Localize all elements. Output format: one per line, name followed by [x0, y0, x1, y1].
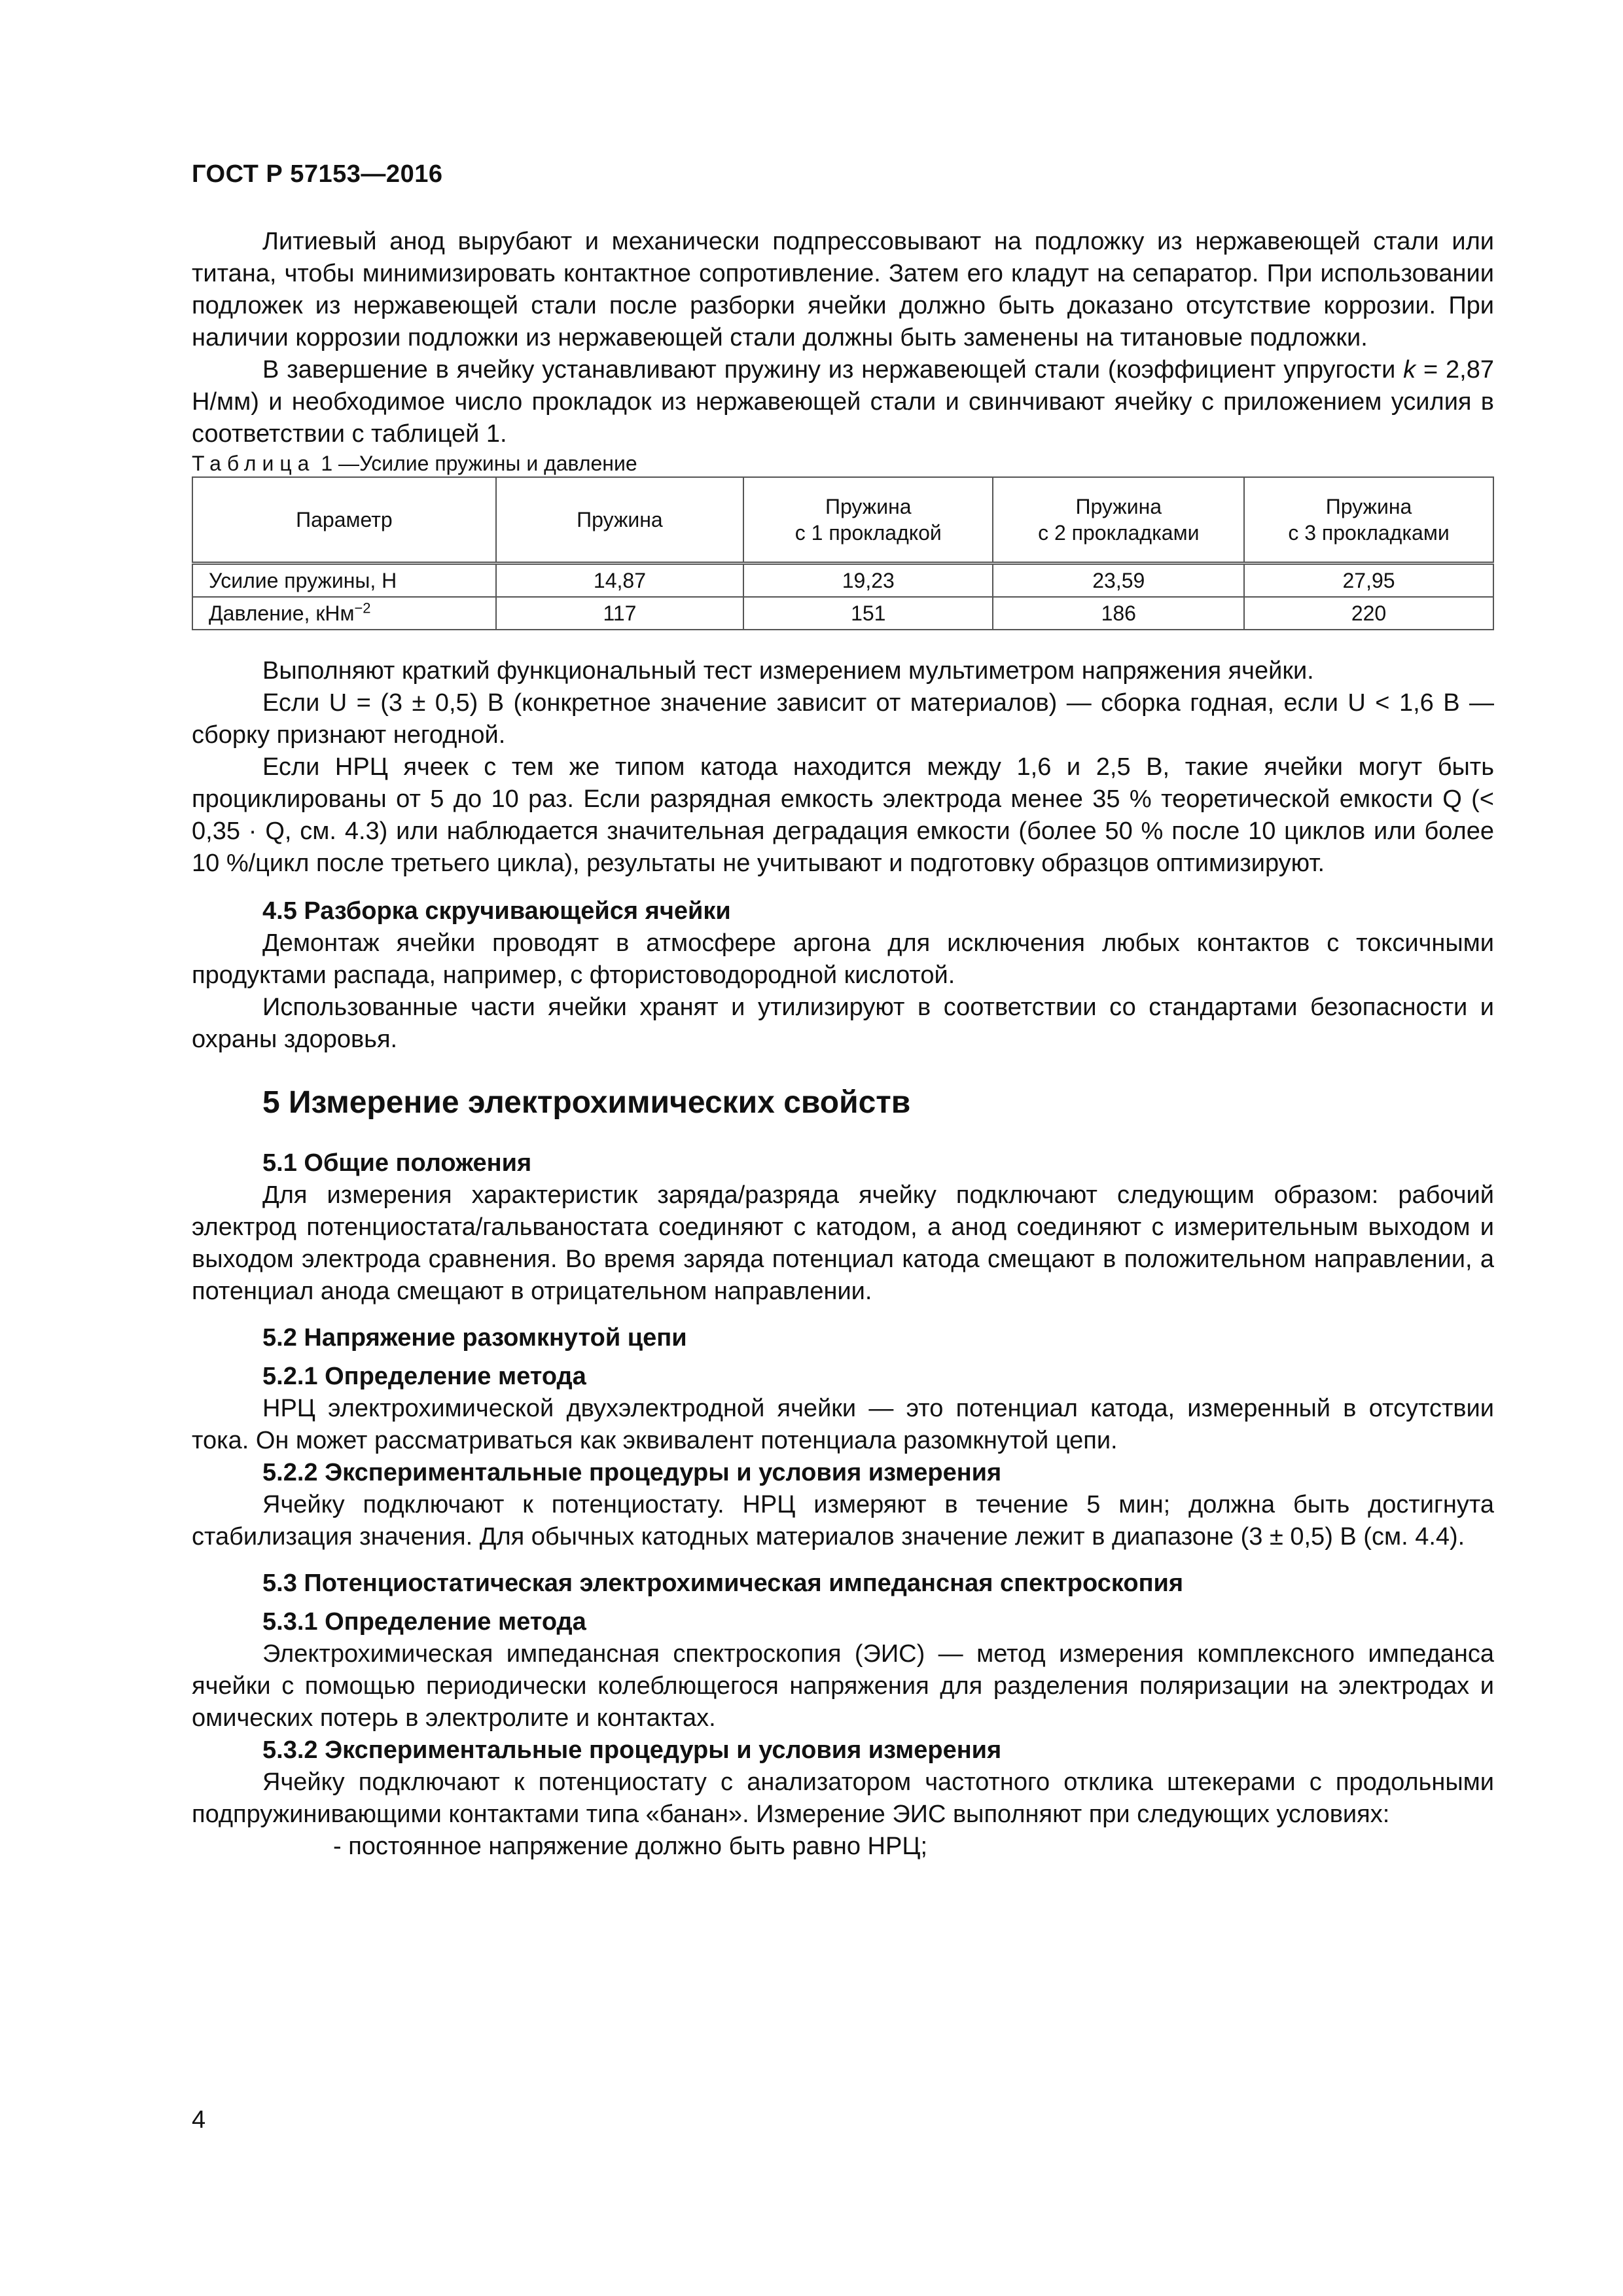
paragraph: Для измерения характеристик заряда/разряда ячейку подключают следующим образом: рабочий электрод потенциостата/гальваностата соединяют с катодом, а анод соединяют с измерительным выходом и выходом электрода сравнения. Во время заряда потенциал катода смещают в положительном направлении, а потенциал анода смещают в отрицательном направлении. [192, 1181, 1494, 1305]
header-line: Пружина [1325, 495, 1412, 518]
page-number: 4 [192, 2106, 206, 2134]
table-caption [192, 450, 1494, 476]
header-line: с 3 прокладками [1288, 521, 1450, 545]
table-cell: 186 [993, 597, 1244, 630]
table-header-cell [993, 477, 1244, 564]
paragraph-text: = 2,87 Н/мм) и необходимое число прокладок из нержавеющей стали и свинчивают ячейку с приложением усилия в соответствии с таблицей 1. [192, 356, 1495, 448]
chapter-heading-5: 5 Измерение электрохимических свойств [262, 1085, 911, 1120]
table-row-label: Усилие пружины, Н [192, 564, 496, 598]
table-header-cell: Параметр [192, 477, 496, 564]
paragraph: Если U = (3 ± 0,5) В (конкретное значение зависит от материалов) — сборка годная, если U < 1,6 В — сборку признают негодной. [192, 689, 1494, 749]
document-code-header: ГОСТ Р 57153—2016 [192, 160, 443, 188]
table-header-row [192, 477, 1493, 564]
paragraph [192, 354, 1494, 450]
table-header-cell [743, 477, 993, 564]
paragraph: Ячейку подключают к потенциостату с анализатором частотного отклика штекерами с продольными подпружинивающими контактами типа «банан». Измерение ЭИС выполняют при следующих условиях: [192, 1768, 1494, 1828]
table-cell: 14,87 [496, 564, 743, 598]
table-caption-text: 1 —Усилие пружины и давление [315, 452, 637, 475]
row-label-exponent: −2 [354, 600, 371, 617]
table-cell: 220 [1244, 597, 1493, 630]
table-cell: 19,23 [743, 564, 993, 598]
page-content [192, 226, 1494, 1863]
table-caption-label: Таблица [192, 452, 315, 475]
table-header-cell: Пружина [496, 477, 743, 564]
paragraph-text: В завершение в ячейку устанавливают пружину из нержавеющей стали (коэффициент упругости [262, 356, 1404, 384]
table-cell: 151 [743, 597, 993, 630]
section-heading-5-2: 5.2 Напряжение разомкнутой цепи [262, 1324, 687, 1352]
paragraph: Если НРЦ ячеек с тем же типом катода находится между 1,6 и 2,5 В, такие ячейки могут быть проциклированы от 5 до 10 раз. Если разрядная емкость электрода менее 35 % теоретической емкости Q (< 0,35 · Q, см. 4.3) или наблюдается значительная деградация емкости (более 50 % после 10 циклов или более 10 %/цикл после третьего цикла), результаты не учитывают и подготовку образцов оптимизируют. [192, 753, 1494, 877]
section-heading-5-3-2: 5.3.2 Экспериментальные процедуры и условия измерения [262, 1736, 1002, 1764]
paragraph: Демонтаж ячейки проводят в атмосфере аргона для исключения любых контактов с токсичными продуктами распада, например, с фтористоводородной кислотой. [192, 929, 1494, 989]
variable-k: k [1403, 356, 1416, 384]
paragraph: Ячейку подключают к потенциостату. НРЦ измеряют в течение 5 мин; должна быть достигнута стабилизация значения. Для обычных катодных материалов значение лежит в диапазоне (3 ± 0,5) В (см. 4.4). [192, 1491, 1494, 1551]
table-cell: 23,59 [993, 564, 1244, 598]
paragraph: Электрохимическая импедансная спектроскопия (ЭИС) — метод измерения комплексного импеданса ячейки с помощью периодически колеблющегося напряжения для разделения поляризации на электродах и омических потерь в электролите и контактах. [192, 1640, 1494, 1732]
section-heading-4-5: 4.5 Разборка скручивающейся ячейки [262, 897, 731, 925]
paragraph: Литиевый анод вырубают и механически подпрессовывают на подложку из нержавеющей стали или титана, чтобы минимизировать контактное сопротивление. Затем его кладут на сепаратор. При использовании подложек из нержавеющей стали после разборки ячейки должно быть доказано отсутствие коррозии. При наличии коррозии подложки из нержавеющей стали должны быть заменены на титановые подложки. [192, 228, 1494, 351]
table-cell: 27,95 [1244, 564, 1493, 598]
section-heading-5-2-1: 5.2.1 Определение метода [262, 1363, 586, 1390]
header-line: с 1 прокладкой [794, 521, 942, 545]
table-row [192, 564, 1493, 598]
section-heading-5-3-1: 5.3.1 Определение метода [262, 1608, 586, 1636]
section-heading-5-1: 5.1 Общие положения [262, 1149, 532, 1177]
table-row-label [192, 597, 496, 630]
section-heading-5-2-2: 5.2.2 Экспериментальные процедуры и условия измерения [262, 1459, 1002, 1486]
table-header-cell [1244, 477, 1493, 564]
section-heading-5-3: 5.3 Потенциостатическая электрохимическая импедансная спектроскопия [262, 1570, 1184, 1597]
header-line: Пружина [1075, 495, 1162, 518]
paragraph: Выполняют краткий функциональный тест измерением мультиметром напряжения ячейки. [262, 657, 1314, 685]
paragraph: Использованные части ячейки хранят и утилизируют в соответствии со стандартами безопасности и охраны здоровья. [192, 994, 1494, 1053]
row-label-text: Давление, кНм [209, 601, 355, 625]
paragraph: НРЦ электрохимической двухэлектродной ячейки — это потенциал катода, измеренный в отсутствии тока. Он может рассматриваться как эквивалент потенциала разомкнутой цепи. [192, 1395, 1494, 1454]
header-line: с 2 прокладками [1038, 521, 1200, 545]
list-item: - постоянное напряжение должно быть равно НРЦ; [333, 1833, 928, 1860]
table-cell: 117 [496, 597, 743, 630]
spring-force-table [192, 476, 1494, 630]
header-line: Пружина [825, 495, 912, 518]
table-row [192, 597, 1493, 630]
